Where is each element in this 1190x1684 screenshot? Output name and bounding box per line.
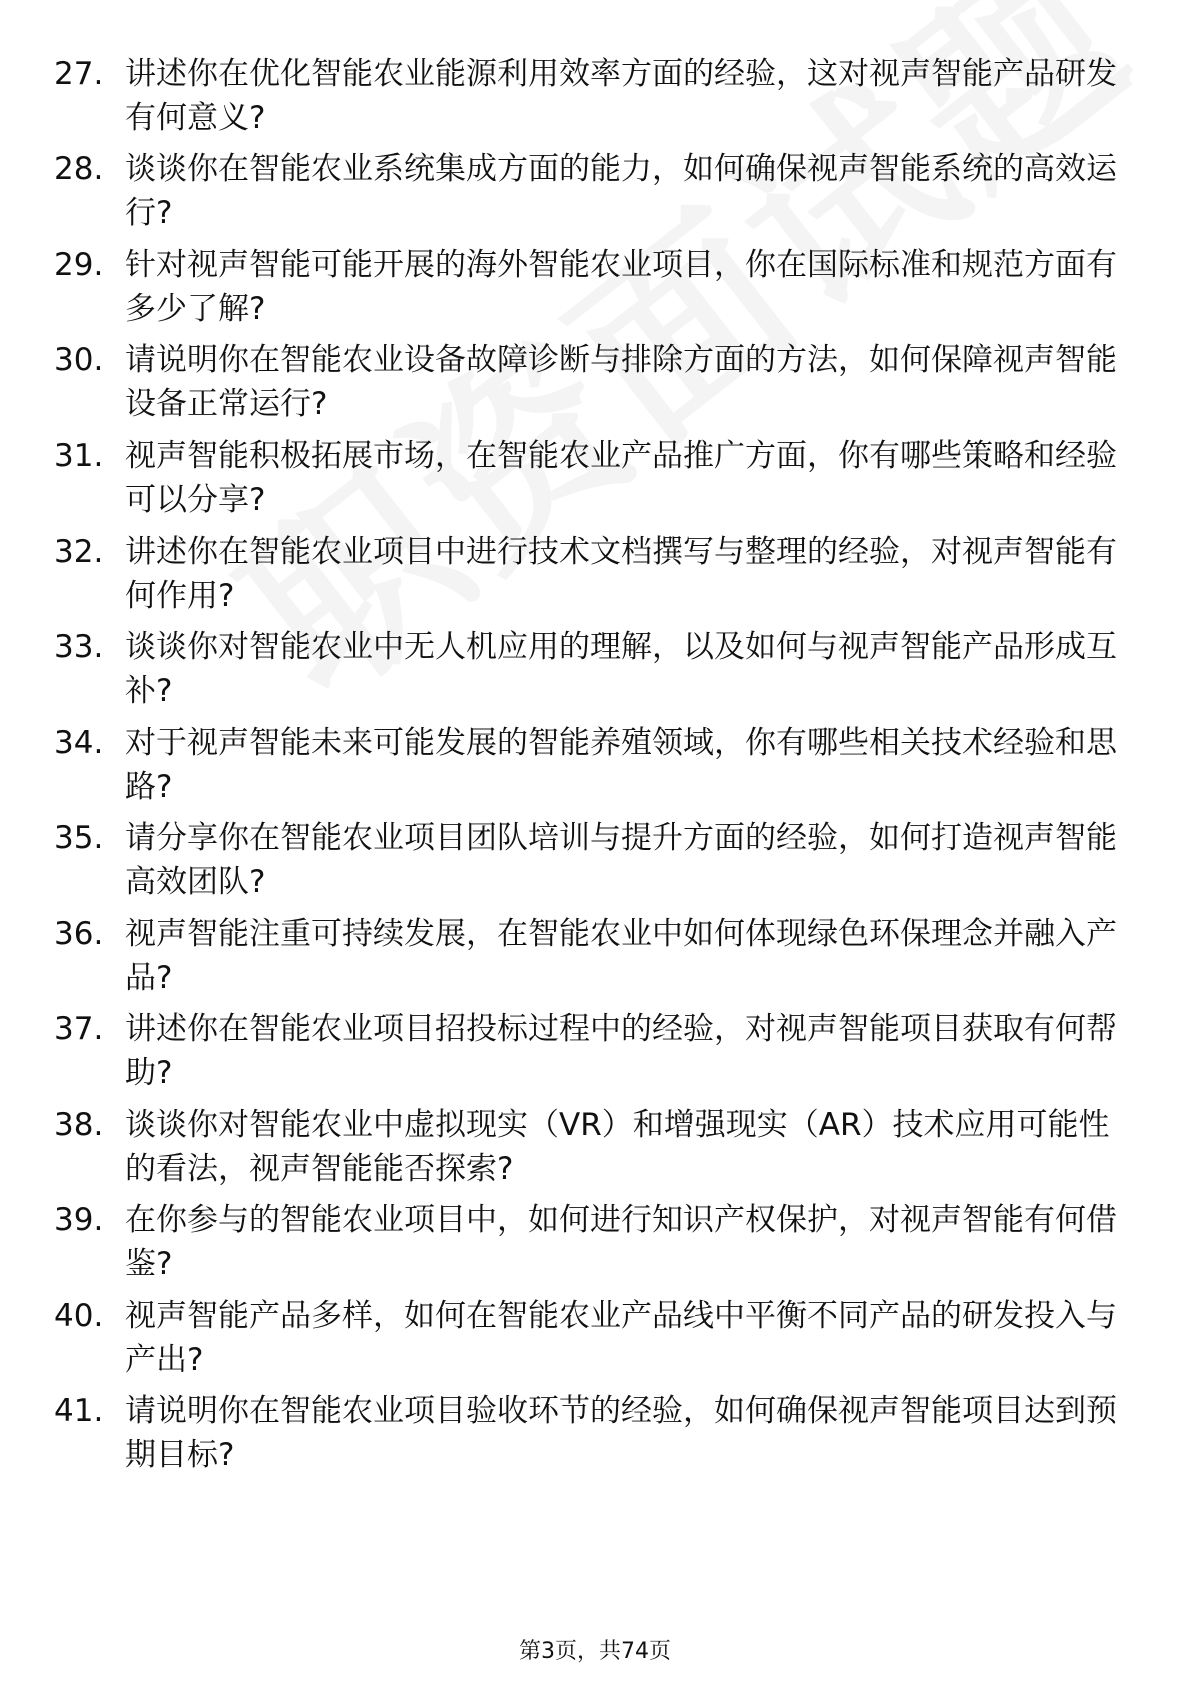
question-item [0, 1007, 1190, 1097]
question-item [0, 338, 1190, 428]
question-text: 请说明你在智能农业设备故障诊断与排除方面的方法，如何保障视声智能设备正常运行? [125, 342, 1117, 422]
question-text: 谈谈你在智能农业系统集成方面的能力，如何确保视声智能系统的高效运行? [125, 151, 1117, 231]
question-item [0, 1198, 1190, 1288]
question-text: 谈谈你对智能农业中无人机应用的理解，以及如何与视声智能产品形成互补? [125, 629, 1117, 709]
question-item [0, 243, 1190, 333]
question-number: 39. [54, 1202, 104, 1238]
question-number: 31. [54, 438, 104, 474]
question-text: 对于视声智能未来可能发展的智能养殖领域，你有哪些相关技术经验和思路? [125, 725, 1117, 805]
question-text: 视声智能积极拓展市场，在智能农业产品推广方面，你有哪些策略和经验可以分享? [125, 438, 1117, 518]
question-text: 请分享你在智能农业项目团队培训与提升方面的经验，如何打造视声智能高效团队? [125, 820, 1117, 900]
question-number: 41. [54, 1393, 104, 1429]
question-item [0, 434, 1190, 524]
question-number: 36. [54, 916, 104, 952]
question-text: 讲述你在智能农业项目中进行技术文档撰写与整理的经验，对视声智能有何作用? [125, 534, 1117, 614]
question-number: 27. [54, 56, 104, 92]
question-text: 针对视声智能可能开展的海外智能农业项目，你在国际标准和规范方面有多少了解? [125, 247, 1117, 327]
question-number: 30. [54, 342, 104, 378]
question-number: 40. [54, 1298, 104, 1334]
question-item [0, 1103, 1190, 1193]
question-item [0, 1389, 1190, 1479]
question-item [0, 530, 1190, 620]
question-text: 讲述你在优化智能农业能源利用效率方面的经验，这对视声智能产品研发有何意义? [125, 56, 1117, 136]
question-item [0, 721, 1190, 811]
question-number: 29. [54, 247, 104, 283]
question-number: 34. [54, 725, 104, 761]
question-item [0, 52, 1190, 142]
question-number: 38. [54, 1107, 104, 1143]
question-item [0, 816, 1190, 906]
question-number: 32. [54, 534, 104, 570]
question-item [0, 1294, 1190, 1384]
question-number: 33. [54, 629, 104, 665]
question-number: 35. [54, 820, 104, 856]
question-item [0, 625, 1190, 715]
question-item [0, 912, 1190, 1002]
question-text: 在你参与的智能农业项目中，如何进行知识产权保护，对视声智能有何借鉴? [125, 1202, 1117, 1282]
question-text: 视声智能产品多样，如何在智能农业产品线中平衡不同产品的研发投入与产出? [125, 1298, 1117, 1378]
question-number: 37. [54, 1011, 104, 1047]
question-text: 谈谈你对智能农业中虚拟现实（VR）和增强现实（AR）技术应用可能性的看法，视声智能能否探索? [125, 1107, 1110, 1187]
question-number: 28. [54, 151, 104, 187]
question-text: 视声智能注重可持续发展，在智能农业中如何体现绿色环保理念并融入产品? [125, 916, 1117, 996]
question-item [0, 147, 1190, 237]
question-text: 请说明你在智能农业项目验收环节的经验，如何确保视声智能项目达到预期目标? [125, 1393, 1117, 1473]
page-footer: 第3页，共74页 [519, 1639, 671, 1664]
question-text: 讲述你在智能农业项目招投标过程中的经验，对视声智能项目获取有何帮助? [125, 1011, 1117, 1091]
